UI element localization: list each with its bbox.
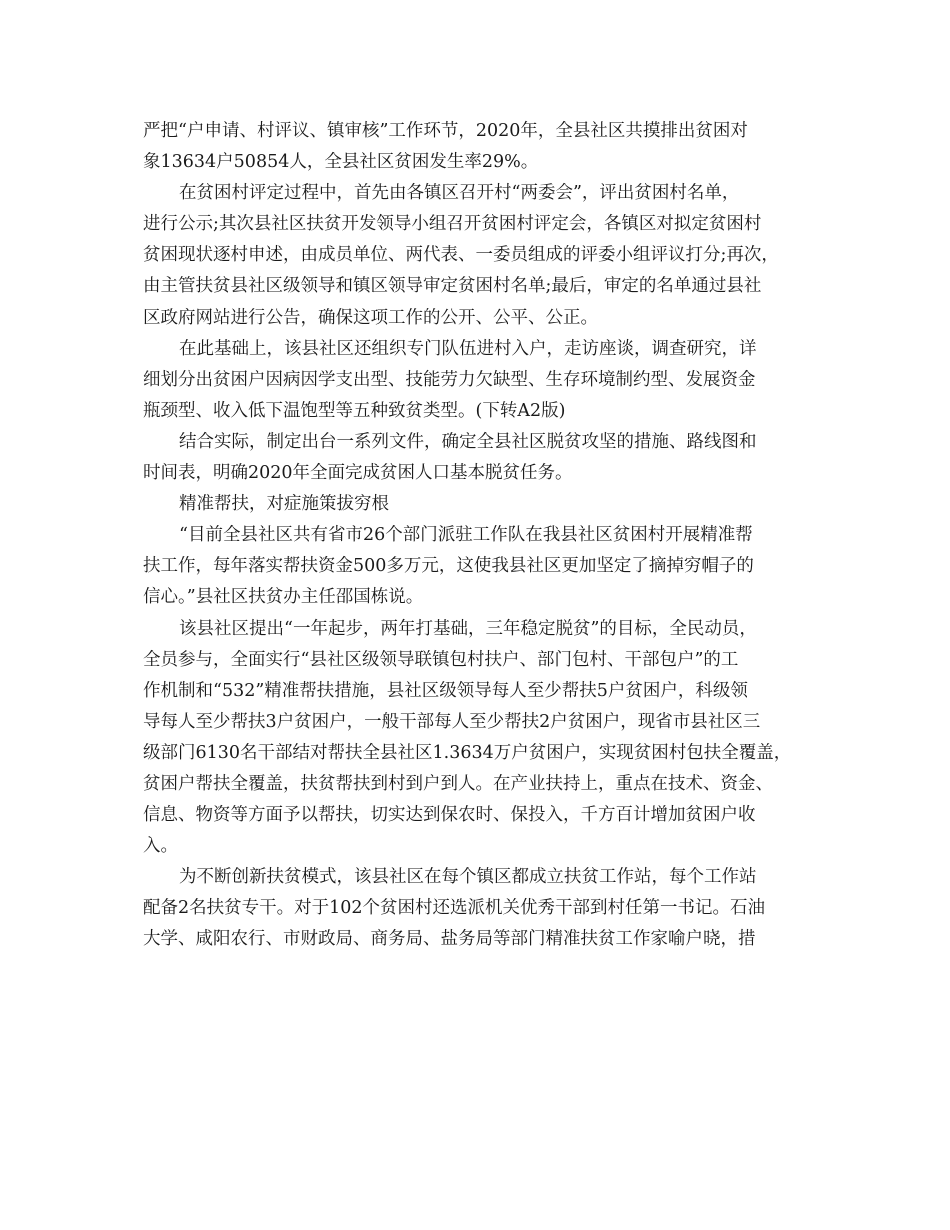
text-line: 该县社区提出“一年起步，两年打基础，三年稳定脱贫”的目标，全民动员， <box>179 618 757 639</box>
text-line: 为不断创新扶贫模式，该县社区在每个镇区都成立扶贫工作站，每个工作站 <box>179 867 757 888</box>
text-line: 信息、物资等方面予以帮扶，切实达到保农时、保投入，千方百计增加贫困户收 <box>143 805 756 826</box>
text-line: 结合实际，制定出台一系列文件，确定全县社区脱贫攻坚的措施、路线图和 <box>179 431 757 452</box>
text-line: 全员参与，全面实行“县社区级领导联镇包村扶户、部门包村、干部包户”的工 <box>143 649 739 670</box>
text-line: 信心。”县社区扶贫办主任邵国栋说。 <box>143 587 424 608</box>
text-line: 级部门6130名干部结对帮扶全县社区1.3634万户贫困户，实现贫困村包扶全覆盖， <box>143 742 792 763</box>
text-line: 象13634户50854人，全县社区贫困发生率29%。 <box>143 152 539 173</box>
text-line: 导每人至少帮扶3户贫困户，一般干部每人至少帮扶2户贫困户，现省市县社区三 <box>143 711 761 732</box>
text-line: 作机制和“532”精准帮扶措施，县社区级领导每人至少帮扶5户贫困户，科级领 <box>143 680 748 701</box>
text-line: 扶工作，每年落实帮扶资金500多万元，这使我县社区更加坚定了摘掉穷帽子的 <box>143 556 754 577</box>
text-line: 区政府网站进行公告，确保这项工作的公开、公平、公正。 <box>143 307 598 328</box>
text-line: 精准帮扶，对症施策拔穷根 <box>179 494 389 515</box>
text-line: 瓶颈型、收入低下温饱型等五种致贫类型。(下转A2版) <box>143 400 566 421</box>
text-line: 在此基础上，该县社区还组织专门队伍进村入户，走访座谈，调查研究，详 <box>179 338 757 359</box>
text-line: 时间表，明确2020年全面完成贫困人口基本脱贫任务。 <box>143 463 573 484</box>
text-line: 由主管扶贫县社区级领导和镇区领导审定贫困村名单;最后，审定的名单通过县社 <box>143 276 762 297</box>
document-body <box>143 116 833 956</box>
text-line: 大学、咸阳农行、市财政局、商务局、盐务局等部门精准扶贫工作家喻户晓，措 <box>143 929 756 950</box>
text-line: 在贫困村评定过程中，首先由各镇区召开村“两委会”，评出贫困村名单， <box>179 183 740 204</box>
text-line: 贫困户帮扶全覆盖，扶贫帮扶到村到户到人。在产业扶持上，重点在技术、资金、 <box>143 773 773 794</box>
text-line: 入。 <box>143 836 178 857</box>
text-line: “目前全县社区共有省市26个部门派驻工作队在我县社区贫困村开展精准帮 <box>179 525 753 546</box>
text-line: 配备2名扶贫专干。对于102个贫困村还选派机关优秀干部到村任第一书记。石油 <box>143 898 766 919</box>
text-line: 细划分出贫困户因病因学支出型、技能劳力欠缺型、生存环境制约型、发展资金 <box>143 369 756 390</box>
text-line: 严把“户申请、村评议、镇审核”工作环节，2020年，全县社区共摸排出贫困对 <box>143 121 748 141</box>
text-line: 进行公示;其次县社区扶贫开发领导小组召开贫困村评定会，各镇区对拟定贫困村 <box>143 214 762 235</box>
text-line: 贫困现状逐村申述，由成员单位、两代表、一委员组成的评委小组评议打分;再次， <box>143 245 779 266</box>
